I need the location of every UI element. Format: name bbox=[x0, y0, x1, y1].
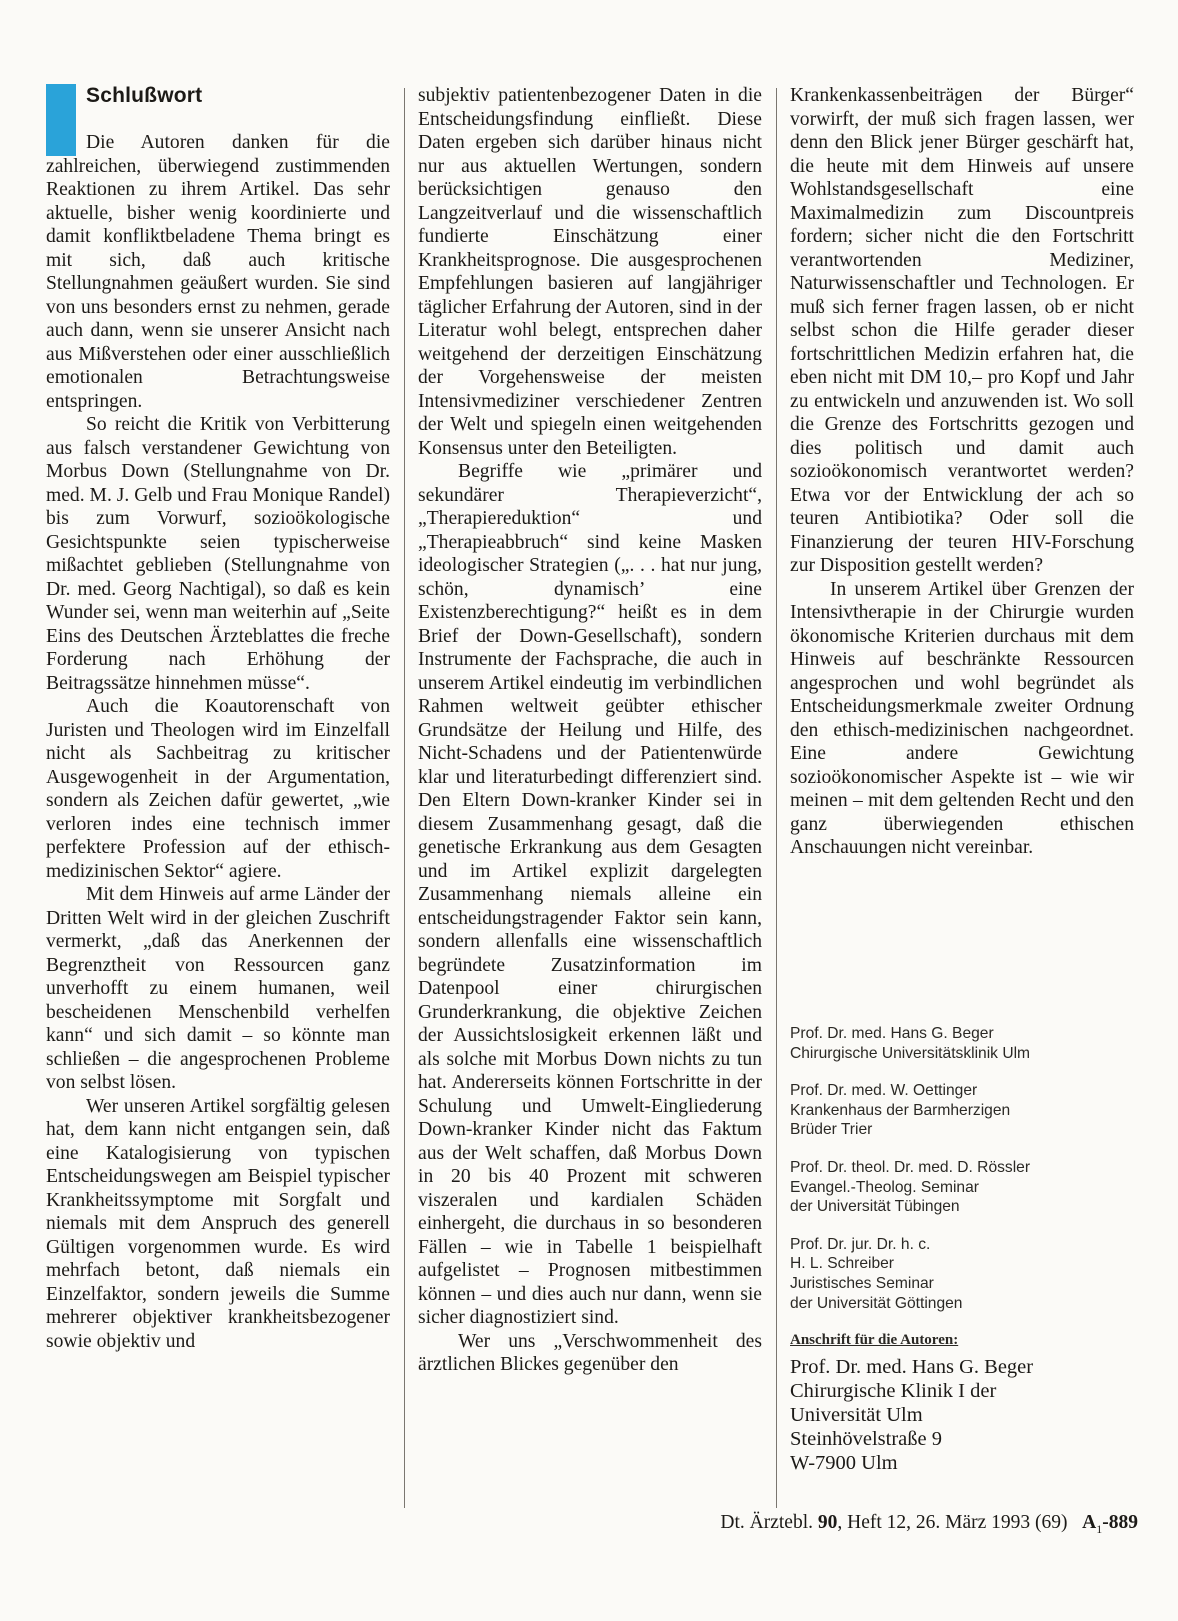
address-line: W-7900 Ulm bbox=[790, 1451, 898, 1474]
paragraph: So reicht die Kritik von Verbitterung aus falsch verstandener Gewichtung von Morbus Down (Stellungnahme von Dr. med. M. J. Gelb und Frau Monique Randel) bis zum Vorwurf, sozioökologische Gesichtspunkte seien typischerweise mißachtet geblieben (Stellungnahme von Dr. med. Georg Nachtigal), so daß es kein Wunder sei, wenn man weiterhin auf „Seite Eins des Deutschen Ärzteblattes die freche Forderung nach Erhöhung der Beitragssätze hinnehmen müsse“. bbox=[46, 414, 390, 694]
paragraph: Wer unseren Artikel sorgfältig gelesen hat, dem kann nicht entgangen sein, daß eine Katalogisierung von typischen Entscheidungswegen am Beispiel typischer Krankheitssymptome mit Sorgfalt und niemals mit dem Anspruch des generell Gültigen vorgenommen wurde. Es wird mehrfach betont, daß niemals ein Einzelfaktor, sondern jeweils die Summe mehrerer objektiver krankheitsbezogener sowie objektiv und bbox=[46, 1095, 390, 1352]
paragraph: Die Autoren danken für die zahlreichen, überwiegend zustimmenden Reaktionen zu ihrem Artikel. Das sehr aktuelle, bisher wenig koordinierte und damit konfliktbeladene Thema bringt es mit sich, daß auch kritische Stellungnahmen geäußert wurden. Sie sind von uns besonders ernst zu nehmen, gerade auch dann, wenn sie unserer Ansicht nach aus Mißverstehen oder einer ausschließlich emotionalen Betrachtungsweise entspringen. bbox=[46, 132, 390, 412]
paragraph: In unserem Artikel über Grenzen der Intensivtherapie in der Chirurgie wurden ökonomische Kriterien durchaus mit dem Hinweis auf beschränkte Ressourcen angesprochen und wohl begründet als Entscheidungsmerkmale zweiter Ordnung den ethisch-medizinischen nachgeordnet. Eine andere Gewichtung sozioökonomischer Aspekte ist – wie wir meinen – mit dem geltenden Recht und den ganz überwiegenden ethischen Anschauungen nicht vereinbar. bbox=[790, 578, 1134, 858]
paragraph: Auch die Koautorenschaft von Juristen und Theologen wird im Einzelfall nicht als Sachbeitrag zu kritischer Ausgewogenheit in der Argumentation, sondern als Zeichen dafür gewertet, „wie verloren indes eine technisch immer perfektere Profession auf der ethisch-medizinischen Sektor“ agiere. bbox=[46, 696, 390, 882]
address-line: Prof. Dr. med. Hans G. Beger bbox=[790, 1355, 1034, 1378]
signature-line: Prof. Dr. jur. Dr. h. c. bbox=[790, 1235, 931, 1253]
signature-line: Prof. Dr. med. Hans G. Beger bbox=[790, 1025, 994, 1042]
signature-block bbox=[790, 1024, 1134, 1063]
column-divider bbox=[404, 88, 405, 1508]
text-column-1 bbox=[46, 84, 390, 1353]
journal-volume: 90 bbox=[817, 1512, 838, 1533]
signature-line: Prof. Dr. theol. Dr. med. D. Rössler bbox=[790, 1158, 1031, 1176]
signature-block bbox=[790, 1081, 1134, 1140]
signature-line: der Universität Tübingen bbox=[790, 1198, 960, 1216]
signature-line: Brüder Trier bbox=[790, 1121, 873, 1139]
address-heading: Anschrift für die Autoren: bbox=[790, 1332, 959, 1349]
page-prefix: A bbox=[1082, 1512, 1097, 1533]
page-prefix-sub: 1 bbox=[1096, 1521, 1103, 1536]
paragraph: Wer uns „Verschwommenheit des ärztlichen Blickes gegenüber den bbox=[418, 1330, 762, 1375]
signature-block bbox=[790, 1235, 1134, 1313]
author-address bbox=[790, 1355, 1134, 1475]
author-signatures bbox=[790, 1024, 1134, 1475]
journal-name: Dt. Ärztebl. bbox=[720, 1512, 813, 1533]
paragraph: Mit dem Hinweis auf arme Länder der Dritten Welt wird in der gleichen Zuschrift vermerkt, „daß das Anerkennen der Begrenztheit von Ressourcen ganz unverhofft zu einem humanen, weil bescheidenen Menschenbild verhelfen kann“ und sich damit – so könnte man schließen – die angesprochenen Probleme von selbst lösen. bbox=[46, 884, 390, 1093]
paragraph: Begriffe wie „primärer und sekundärer Therapieverzicht“, „Therapiereduktion“ und „Therapieabbruch“ sind keine Masken ideologischer Strategien („. . . hat nur jung, schön, dynamisch’ eine Existenzberechtigung?“ heißt es in dem Brief der Down-Gesellschaft), sondern Instrumente der Fachsprache, die auch in unserem Artikel eindeutig im verbindlichen Rahmen weltweit geübter ethischer Grundsätze der Heilung und Hilfe, des Nicht-Schadens und der Patientenwürde klar und literaturbedingt differenziert sind. Den Eltern Down-kranker Kinder sei in diesem Zusammenhang gesagt, daß die genetische Erkrankung aus dem Gesagten und im Artikel explizit dargelegten Zusammenhang niemals alleine ein entscheidungstragender Faktor sein kann, sondern allenfalls eine wissenschaftlich begründete Zusatzinformation im Datenpool einer chirurgischen Grunderkrankung, die objektive Zeichen der Aussichtslosigkeit erkennen läßt und als solche mit Morbus Down nichts zu tun hat. Andererseits können Fortschritte in der Schulung und Umwelt-Eingliederung Down-kranker Kinder nicht das Faktum aus der Welt schaffen, daß Morbus Down in 20 bis 40 Prozent mit schweren viszeralen und kardialen Schäden einhergeht, die durchaus in so besonderen Fällen – wie in Tabelle 1 beispielhaft aufgelistet – Prognosen mitbestimmen können – und dies auch nur dann, wenn sie sicher diagnostiziert sind. bbox=[418, 461, 762, 1328]
address-line: Universität Ulm bbox=[790, 1403, 923, 1426]
article-heading: Schlußwort bbox=[86, 84, 203, 107]
signature-line: Krankenhaus der Barmherzigen bbox=[790, 1101, 1011, 1119]
signature-line: Prof. Dr. med. W. Oettinger bbox=[790, 1082, 978, 1100]
paragraph: subjektiv patientenbezogener Daten in die Entscheidungsfindung einfließt. Diese Daten ergeben sich darüber hinaus nicht nur aus aktuellen Wertungen, sondern berücksichtigen genauso den Langzeitverlauf und die wissenschaftlich fundierte Einschätzung einer Krankheitsprognose. Die ausgesprochenen Empfehlungen basieren auf langjähriger täglicher Erfahrung der Autoren, sind in der Literatur wohl belegt, entsprechen daher weitgehend der derzeitigen Einschätzung der Vorgehensweise der meisten Intensivmediziner verschiedener Zentren der Welt und spiegeln einen weitgehenden Konsensus unter den Beteiligten. bbox=[418, 85, 762, 459]
paragraph: Krankenkassenbeiträgen der Bürger“ vorwirft, der muß sich fragen lassen, wer denn den Blick jener Bürger geschärft hat, die heute mit dem Hinweis auf unsere Wohlstandsgesellschaft eine Maximalmedizin zum Discountpreis fordern; sicher nicht die den Fortschritt verantwortenden Mediziner, Naturwissenschaftler und Technologen. Er muß sich ferner fragen lassen, ob er nicht selbst schon die Hilfe gerader dieser fortschrittlichen Medizin erfahren hat, die eben nicht mit DM 10,– pro Kopf und Jahr zu entwickeln und anzuwenden ist. Wo soll die Grenze des Fortschritts gezogen und dies politisch und damit auch sozioökonomisch verantwortet werden? Etwa vor der Entwicklung der ach so teuren Antibiotika? Oder soll die Finanzierung der teuren HIV-Forschung zur Disposition gestellt werden? bbox=[790, 85, 1134, 576]
signature-block bbox=[790, 1158, 1134, 1217]
issue-date: , Heft 12, 26. März 1993 (69) bbox=[837, 1512, 1068, 1533]
signature-line: Chirurgische Universitätsklinik Ulm bbox=[790, 1044, 1031, 1062]
signature-line: Evangel.-Theolog. Seminar bbox=[790, 1178, 979, 1196]
column-divider bbox=[776, 88, 777, 1508]
page-number: -889 bbox=[1102, 1512, 1138, 1533]
address-line: Steinhövelstraße 9 bbox=[790, 1427, 943, 1450]
page-footer bbox=[720, 1512, 1138, 1537]
text-column-2 bbox=[418, 84, 762, 1377]
signature-line: Juristisches Seminar bbox=[790, 1274, 934, 1292]
signature-line: H. L. Schreiber bbox=[790, 1255, 895, 1273]
signature-line: der Universität Göttingen bbox=[790, 1294, 963, 1312]
text-column-3 bbox=[790, 84, 1134, 860]
address-line: Chirurgische Klinik I der bbox=[790, 1379, 997, 1402]
